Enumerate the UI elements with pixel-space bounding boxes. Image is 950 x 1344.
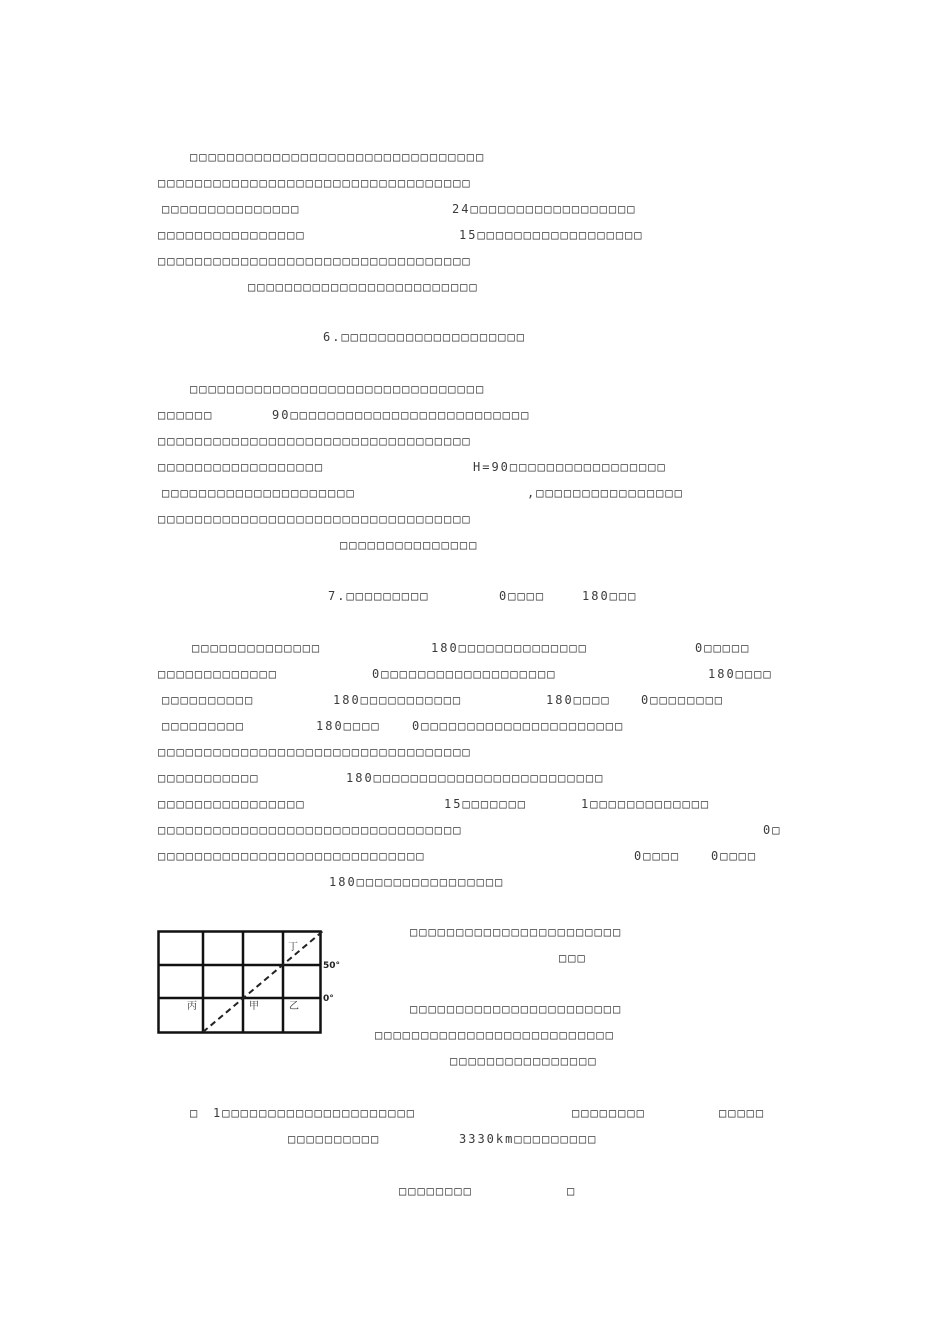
text-line: 0□□□□□	[695, 641, 751, 655]
text-line: 1□□□□□□□□□□□□□	[581, 797, 711, 811]
text-line: □□□□□□□□□□□□□□□□□□□□□□□□□□□□□□□□□□	[158, 745, 472, 759]
text-line: 180□□□□	[546, 693, 611, 707]
text-line: 180□□□□□□□□□□□	[333, 693, 463, 707]
text-line: □□□□□□□□□□□□□□□	[162, 202, 301, 216]
text-line: 0□□□□	[634, 849, 681, 863]
section-heading: 6.□□□□□□□□□□□□□□□□□□□□	[323, 330, 526, 344]
caption-line: □□□	[559, 951, 587, 965]
text-line: □□□□□□□□□□□□□□□□	[158, 797, 306, 811]
text-line: □□□□□□□□□□□□□□	[192, 641, 322, 655]
text-line: 15□□□□□□□	[444, 797, 528, 811]
text-line: 180□□□□□□□□□□□□□□□□	[329, 875, 505, 889]
text-line: □□□□□□□□□□□□□□□□□□□□□□□□□□□□□□□□□□	[158, 254, 472, 268]
text-line: 0□□□□	[711, 849, 758, 863]
text-line: □□□□□□□□□	[162, 719, 246, 733]
question-line: □□□□□□□□	[572, 1106, 646, 1120]
text-line: □□□□□□□□□□□□□□□□□□□□□	[162, 486, 356, 500]
text-line: □□□□□□□□□□□□□□□□□□□□□□□□□□□□□□□□□□	[158, 434, 472, 448]
text-line: □□□□□□□□□□□□□□□□□□□□□□□□□	[248, 280, 479, 294]
text-line: 15□□□□□□□□□□□□□□□□□□	[459, 228, 644, 242]
text-line: 0□	[763, 823, 782, 837]
text-line: 180□□□□□□□□□□□□□□□□□□□□□□□□□	[346, 771, 605, 785]
section-heading: 7.□□□□□□□□□	[328, 589, 430, 603]
text-line: 0□□□□□□□□□□□□□□□□□□□□□□	[412, 719, 625, 733]
caption-line: □□□□□□□□□□□□□□□□	[450, 1054, 598, 1068]
question-line: 3330km□□□□□□□□□	[459, 1132, 598, 1146]
text-line: 0□□□□□□□□□□□□□□□□□□□	[372, 667, 557, 681]
caption-line: □□□□□□□□□□□□□□□□□□□□□□□□□□	[375, 1028, 615, 1042]
text-line: H=90□□□□□□□□□□□□□□□□□	[473, 460, 667, 474]
label-yi: 乙	[289, 1001, 299, 1012]
latitude-50-label: 50°	[323, 961, 341, 971]
text-line: □□□□□□	[158, 408, 214, 422]
question-line: □	[190, 1106, 200, 1120]
question-line: □	[567, 1184, 577, 1198]
text-line: □□□□□□□□□□□□□□□□□□□□□□□□□□□□□□□□□□	[158, 176, 472, 190]
label-ding: 丁	[288, 942, 298, 953]
label-jia: 甲	[249, 1001, 259, 1012]
caption-line: □□□□□□□□□□□□□□□□□□□□□□□	[410, 1002, 623, 1016]
text-line: 90□□□□□□□□□□□□□□□□□□□□□□□□□□	[272, 408, 531, 422]
text-line: □□□□□□□□□□□□□□□□□□	[158, 460, 325, 474]
text-line: □□□□□□□□□□□□□□□	[340, 538, 479, 552]
text-line: □□□□□□□□□□□□□	[158, 667, 278, 681]
text-line: 180□□□□□□□□□□□□□□	[431, 641, 588, 655]
text-line: □□□□□□□□□□	[162, 693, 255, 707]
terminator-dashed-line	[203, 931, 323, 1032]
section-heading-part: 180□□□	[582, 589, 638, 603]
text-line: ,□□□□□□□□□□□□□□□□	[527, 486, 684, 500]
text-line: 0□□□□□□□□	[641, 693, 725, 707]
question-line: 1□□□□□□□□□□□□□□□□□□□□□	[213, 1106, 416, 1120]
text-line: 180□□□□	[316, 719, 381, 733]
text-line: □□□□□□□□□□□□□□□□□□□□□□□□□□□□□□□□□	[158, 823, 463, 837]
section-heading-part: 0□□□□	[499, 589, 546, 603]
text-line: □□□□□□□□□□□□□□□□	[158, 228, 306, 242]
text-line: 24□□□□□□□□□□□□□□□□□□	[452, 202, 637, 216]
latitude-0-label: 0°	[323, 994, 334, 1004]
text-line: □□□□□□□□□□□	[158, 771, 260, 785]
caption-line: □□□□□□□□□□□□□□□□□□□□□□□	[410, 925, 623, 939]
question-line: □□□□□□□□	[399, 1184, 473, 1198]
text-line: □□□□□□□□□□□□□□□□□□□□□□□□□□□□□□□□	[190, 382, 486, 396]
question-line: □□□□□□□□□□	[288, 1132, 381, 1146]
text-line: □□□□□□□□□□□□□□□□□□□□□□□□□□□□□□□□□□	[158, 512, 472, 526]
question-line: □□□□□	[719, 1106, 766, 1120]
grid-figure	[157, 930, 342, 1038]
text-line: □□□□□□□□□□□□□□□□□□□□□□□□□□□□□□□□	[190, 150, 486, 164]
text-line: □□□□□□□□□□□□□□□□□□□□□□□□□□□□□	[158, 849, 426, 863]
text-line: 180□□□□	[708, 667, 773, 681]
label-bing: 丙	[187, 1001, 197, 1012]
